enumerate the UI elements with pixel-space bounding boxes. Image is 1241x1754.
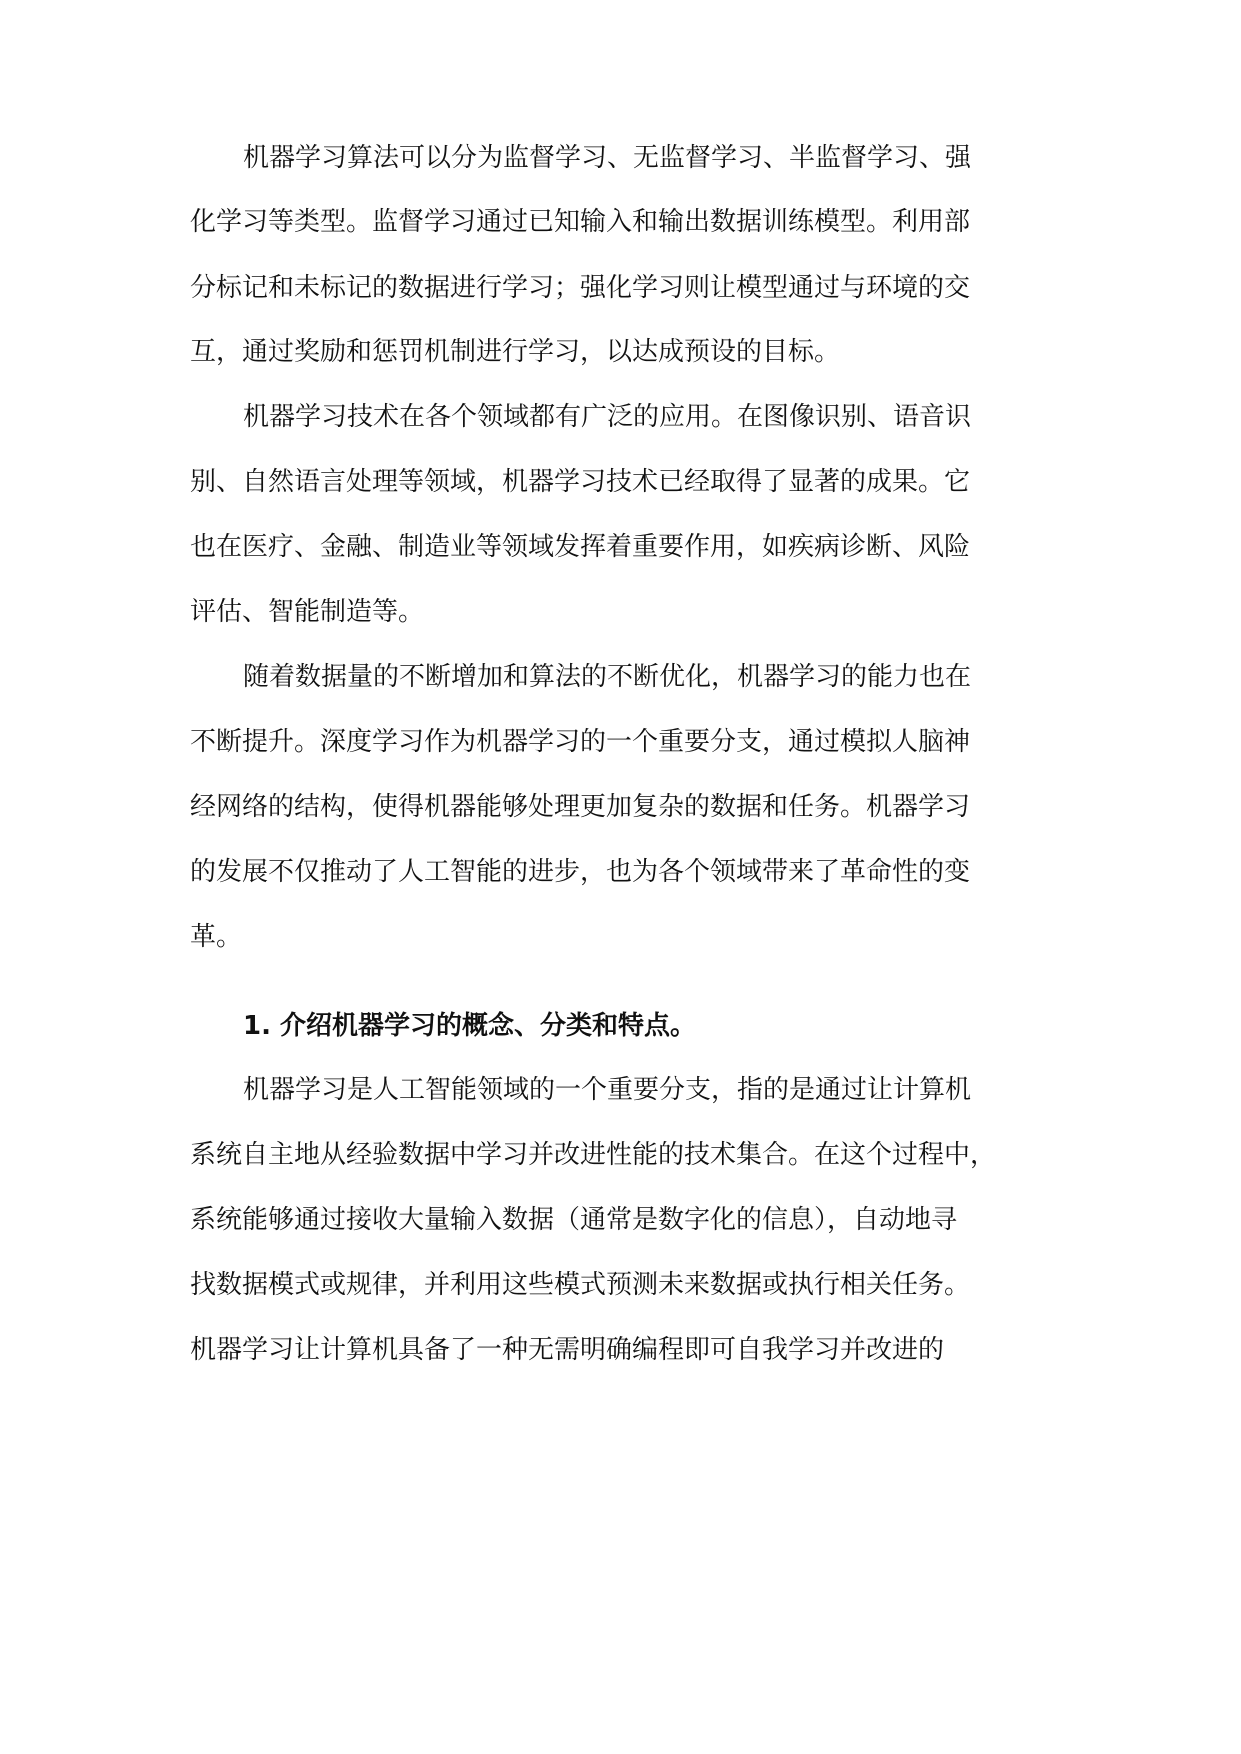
- paragraph-line: 不断提升。深度学习作为机器学习的一个重要分支，通过模拟人脑神: [190, 727, 971, 757]
- paragraph-line: 评估、智能制造等。: [190, 597, 425, 627]
- paragraph-line: 机器学习让计算机具备了一种无需明确编程即可自我学习并改进的: [190, 1335, 945, 1365]
- paragraph-line: 的发展不仅推动了人工智能的进步，也为各个领域带来了革命性的变: [190, 857, 971, 887]
- paragraph-line: 互，通过奖励和惩罚机制进行学习，以达成预设的目标。: [190, 337, 841, 367]
- paragraph-line: 化学习等类型。监督学习通过已知输入和输出数据训练模型。利用部: [190, 207, 971, 237]
- paragraph-line: 别、自然语言处理等领域，机器学习技术已经取得了显著的成果。它: [190, 467, 971, 497]
- paragraph-line: 系统自主地从经验数据中学习并改进性能的技术集合。在这个过程中，: [190, 1140, 997, 1170]
- paragraph-line: 机器学习是人工智能领域的一个重要分支，指的是通过让计算机: [243, 1075, 972, 1105]
- paragraph-line: 随着数据量的不断增加和算法的不断优化，机器学习的能力也在: [243, 662, 972, 692]
- paragraph-line: 革。: [190, 922, 243, 952]
- paragraph-line: 分标记和未标记的数据进行学习；强化学习则让模型通过与环境的交: [190, 273, 971, 303]
- paragraph-line: 也在医疗、金融、制造业等领域发挥着重要作用，如疾病诊断、风险: [190, 532, 971, 562]
- paragraph-line: 机器学习算法可以分为监督学习、无监督学习、半监督学习、强: [243, 143, 972, 173]
- section-heading: 1. 介绍机器学习的概念、分类和特点。: [243, 1011, 697, 1041]
- paragraph-line: 机器学习技术在各个领域都有广泛的应用。在图像识别、语音识: [243, 402, 972, 432]
- paragraph-line: 系统能够通过接收大量输入数据（通常是数字化的信息），自动地寻: [190, 1205, 958, 1235]
- paragraph-line: 经网络的结构，使得机器能够处理更加复杂的数据和任务。机器学习: [190, 792, 971, 822]
- paragraph-line: 找数据模式或规律，并利用这些模式预测未来数据或执行相关任务。: [190, 1270, 971, 1300]
